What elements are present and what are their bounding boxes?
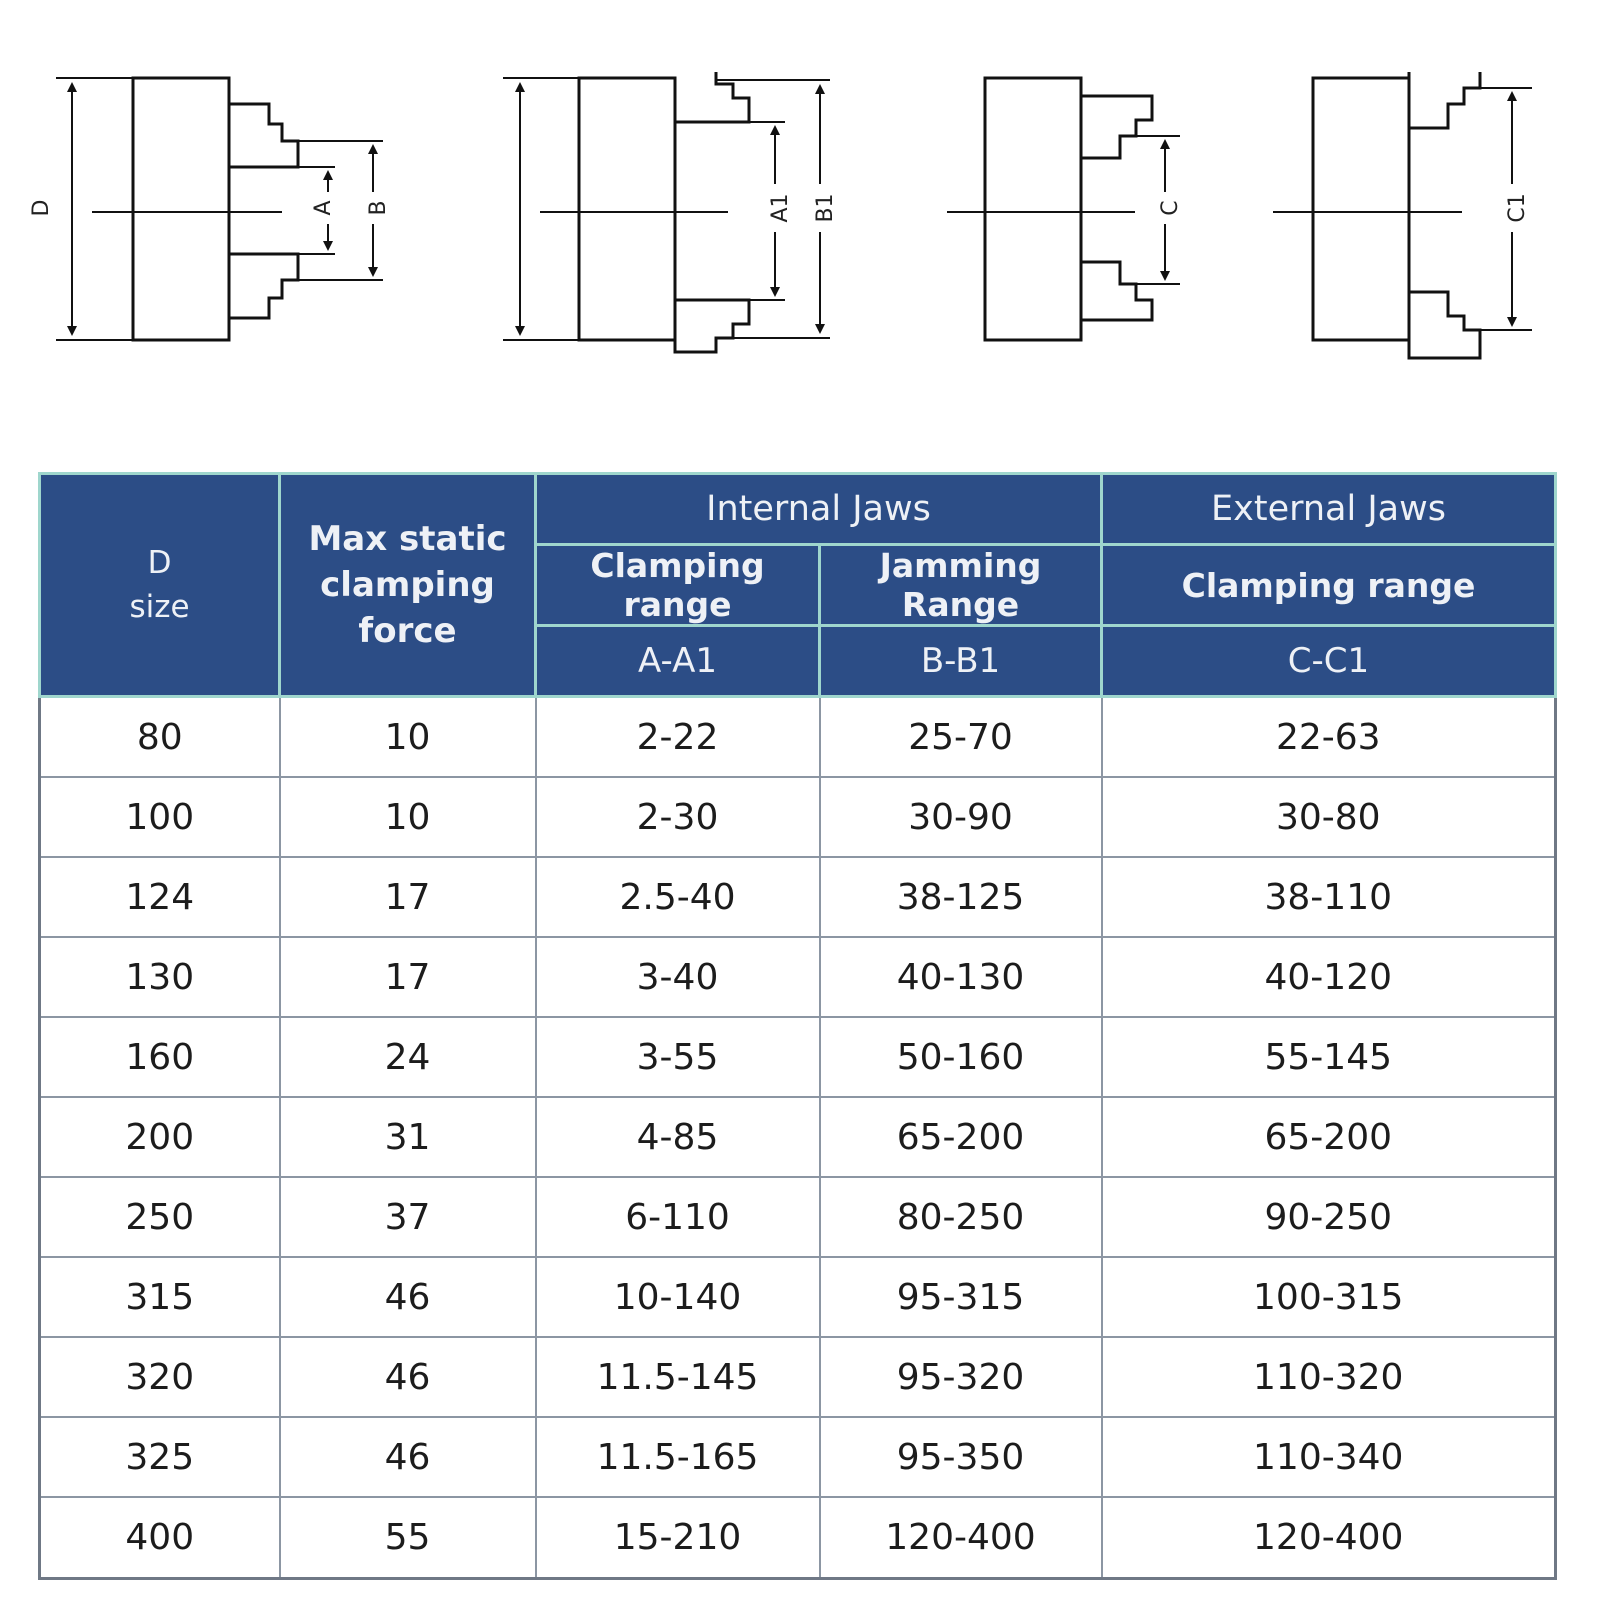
dim-label-d <box>29 192 56 224</box>
cell-d-size: 315 <box>40 1257 280 1337</box>
svg-text:C1: C1 <box>1505 193 1530 223</box>
cell-b-b1: 95-350 <box>820 1417 1102 1497</box>
cell-force: 17 <box>280 857 536 937</box>
cell-c-c1: 90-250 <box>1102 1177 1556 1257</box>
table-row <box>40 1257 1556 1337</box>
cell-force: 10 <box>280 697 536 778</box>
cell-force: 46 <box>280 1337 536 1417</box>
cell-a-a1: 2-30 <box>536 777 820 857</box>
header-code-c: C-C1 <box>1102 626 1556 697</box>
header-force-line3: force <box>358 611 457 651</box>
header-d-size <box>40 474 280 697</box>
cell-d-size: 80 <box>40 697 280 778</box>
cell-b-b1: 25-70 <box>820 697 1102 778</box>
cell-force: 46 <box>280 1417 536 1497</box>
header-force-line2: clamping <box>320 565 495 605</box>
cell-d-size: 160 <box>40 1017 280 1097</box>
cell-a-a1: 2.5-40 <box>536 857 820 937</box>
cell-c-c1: 55-145 <box>1102 1017 1556 1097</box>
table-header <box>40 474 1556 697</box>
cell-d-size: 200 <box>40 1097 280 1177</box>
header-code-a: A-A1 <box>536 626 820 697</box>
cell-a-a1: 11.5-165 <box>536 1417 820 1497</box>
header-d-size-line1: D <box>147 545 172 581</box>
cell-c-c1: 65-200 <box>1102 1097 1556 1177</box>
cell-b-b1: 40-130 <box>820 937 1102 1017</box>
diagram-external-clamping <box>947 78 1180 340</box>
cell-force: 17 <box>280 937 536 1017</box>
table-row <box>40 1417 1556 1497</box>
table-row <box>40 937 1556 1017</box>
dim-label-c <box>1158 192 1185 224</box>
header-external-clamping-range: Clamping range <box>1102 545 1556 626</box>
cell-b-b1: 95-320 <box>820 1337 1102 1417</box>
header-jamming-range: Jamming Range <box>820 545 1102 626</box>
cell-c-c1: 100-315 <box>1102 1257 1556 1337</box>
cell-b-b1: 30-90 <box>820 777 1102 857</box>
cell-d-size: 320 <box>40 1337 280 1417</box>
header-internal-jaws: Internal Jaws <box>536 474 1102 545</box>
jaw-diagrams <box>0 0 1600 400</box>
header-clamping-range: Clamping range <box>536 545 820 626</box>
dim-label-c1 <box>1505 184 1532 232</box>
dim-label-a <box>311 192 338 224</box>
cell-c-c1: 30-80 <box>1102 777 1556 857</box>
cell-c-c1: 40-120 <box>1102 937 1556 1017</box>
header-d-size-line2: size <box>129 589 190 625</box>
cell-b-b1: 80-250 <box>820 1177 1102 1257</box>
svg-text:C: C <box>1158 200 1183 216</box>
dim-label-a1 <box>768 184 795 232</box>
table-row <box>40 697 1556 778</box>
table-row <box>40 1177 1556 1257</box>
cell-a-a1: 6-110 <box>536 1177 820 1257</box>
cell-a-a1: 3-40 <box>536 937 820 1017</box>
table-row <box>40 1017 1556 1097</box>
table-row <box>40 1097 1556 1177</box>
cell-force: 24 <box>280 1017 536 1097</box>
cell-b-b1: 50-160 <box>820 1017 1102 1097</box>
cell-force: 10 <box>280 777 536 857</box>
cell-c-c1: 22-63 <box>1102 697 1556 778</box>
svg-text:A1: A1 <box>768 193 793 223</box>
jaw-dimension-drawings <box>0 0 1600 400</box>
svg-text:A: A <box>311 200 336 216</box>
header-max-clamping-force <box>280 474 536 697</box>
cell-a-a1: 11.5-145 <box>536 1337 820 1417</box>
diagram-external-clamping-max <box>1273 72 1532 358</box>
cell-d-size: 130 <box>40 937 280 1017</box>
cell-b-b1: 120-400 <box>820 1497 1102 1578</box>
table-row <box>40 1497 1556 1578</box>
cell-d-size: 100 <box>40 777 280 857</box>
svg-text:B: B <box>366 200 391 216</box>
cell-force: 55 <box>280 1497 536 1578</box>
cell-d-size: 124 <box>40 857 280 937</box>
chuck-spec-table <box>38 472 1557 1580</box>
svg-text:B1: B1 <box>813 193 838 223</box>
cell-d-size: 250 <box>40 1177 280 1257</box>
cell-c-c1: 110-320 <box>1102 1337 1556 1417</box>
cell-c-c1: 38-110 <box>1102 857 1556 937</box>
dim-label-b <box>366 192 393 224</box>
cell-c-c1: 120-400 <box>1102 1497 1556 1578</box>
header-external-jaws: External Jaws <box>1102 474 1556 545</box>
cell-a-a1: 4-85 <box>536 1097 820 1177</box>
cell-c-c1: 110-340 <box>1102 1417 1556 1497</box>
cell-a-a1: 2-22 <box>536 697 820 778</box>
cell-force: 37 <box>280 1177 536 1257</box>
dim-label-b1 <box>813 184 840 232</box>
cell-a-a1: 10-140 <box>536 1257 820 1337</box>
cell-b-b1: 38-125 <box>820 857 1102 937</box>
cell-force: 31 <box>280 1097 536 1177</box>
cell-force: 46 <box>280 1257 536 1337</box>
table-row <box>40 777 1556 857</box>
header-code-b: B-B1 <box>820 626 1102 697</box>
cell-a-a1: 15-210 <box>536 1497 820 1578</box>
table-row <box>40 1337 1556 1417</box>
cell-b-b1: 95-315 <box>820 1257 1102 1337</box>
cell-b-b1: 65-200 <box>820 1097 1102 1177</box>
cell-a-a1: 3-55 <box>536 1017 820 1097</box>
table-row <box>40 857 1556 937</box>
header-force-line1: Max static <box>308 519 507 559</box>
svg-text:D: D <box>29 199 54 217</box>
table-body <box>40 697 1556 1579</box>
cell-d-size: 400 <box>40 1497 280 1578</box>
cell-d-size: 325 <box>40 1417 280 1497</box>
